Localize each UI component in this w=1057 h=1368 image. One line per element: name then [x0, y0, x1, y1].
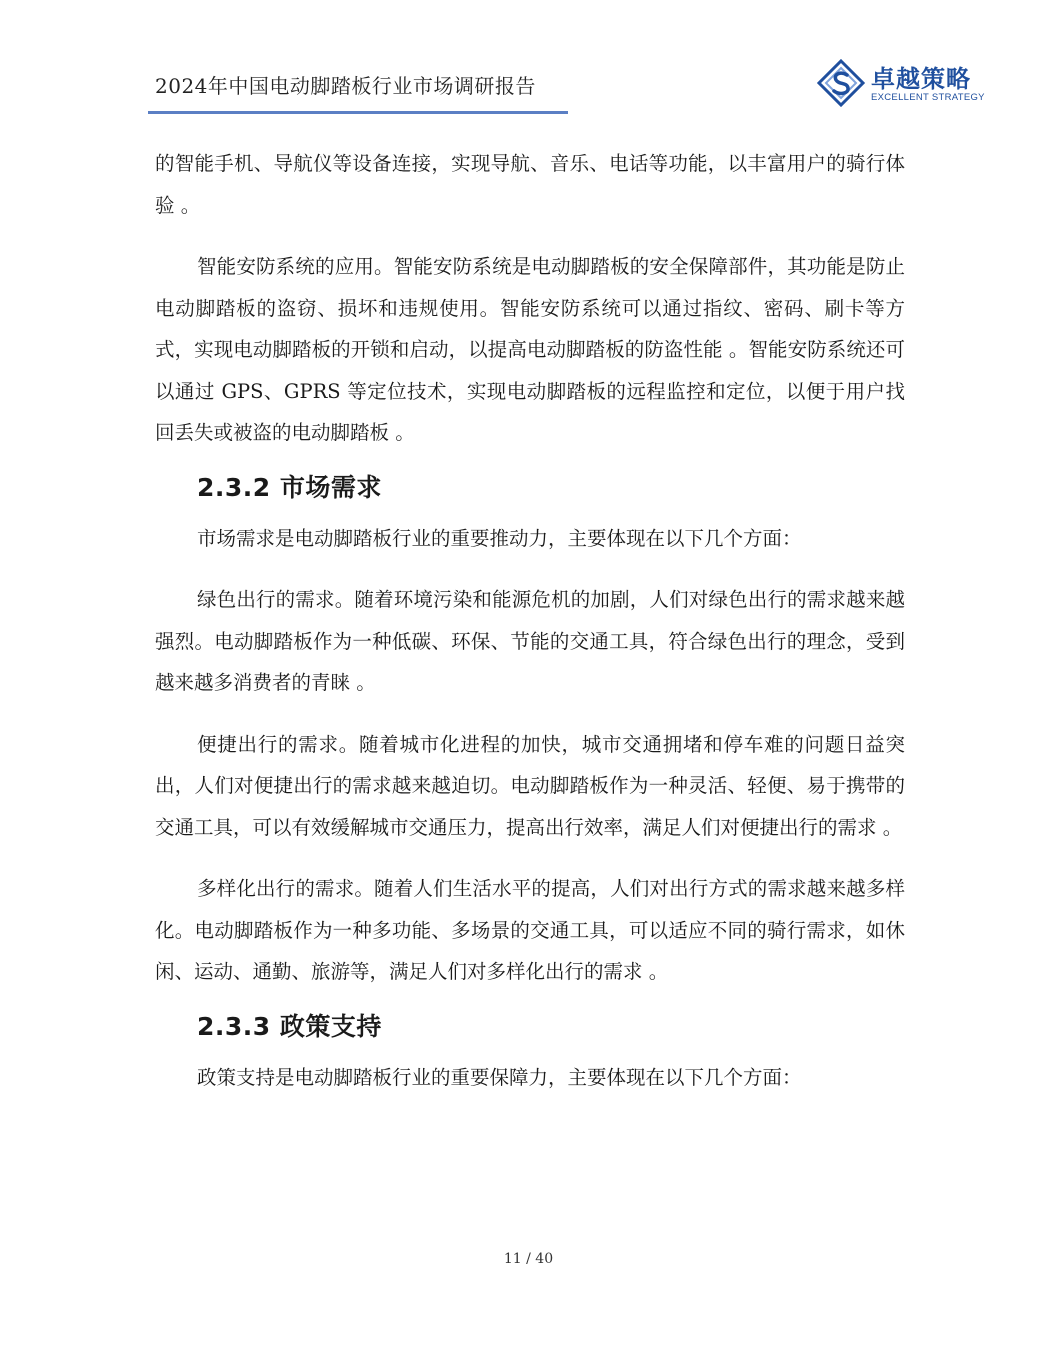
paragraph: 绿色出行的需求。随着环境污染和能源危机的加剧，人们对绿色出行的需求越来越强烈。电动脚踏板作为一种低碳、环保、节能的交通工具，符合绿色出行的理念，受到越来越多消费者的青睐 。 [155, 588, 905, 694]
paragraph: 的智能手机、导航仪等设备连接，实现导航、音乐、电话等功能，以丰富用户的骑行体验 。 [155, 152, 905, 217]
paragraph: 智能安防系统的应用。智能安防系统是电动脚踏板的安全保障部件，其功能是防止电动脚踏板的盗窃、损坏和违规使用。智能安防系统可以通过指纹、密码、刷卡等方式，实现电动脚踏板的开锁和启动，以提高电动脚踏板的防盗性能 。智能安防系统还可以通过 GPS、GPRS 等定位技术，实现电动脚踏板的远程监控和定位，以便于用户找回丢失或被盗的电动脚踏板 。 [155, 255, 905, 444]
paragraph: 多样化出行的需求。随着人们生活水平的提高，人们对出行方式的需求越来越多样化。电动脚踏板作为一种多功能、多场景的交通工具，可以适应不同的骑行需求，如休闲、运动、通勤、旅游等，满足人们对多样化出行的需求 。 [155, 877, 905, 983]
paragraph: 便捷出行的需求。随着城市化进程的加快，城市交通拥堵和停车难的问题日益突出，人们对便捷出行的需求越来越迫切。电动脚踏板作为一种灵活、轻便、易于携带的交通工具，可以有效缓解城市交通压力，提高出行效率，满足人们对便捷出行的需求 。 [155, 732, 905, 839]
section-heading: 2.3.2 市场需求 [197, 472, 382, 502]
header-divider [148, 111, 568, 114]
page-number: 11 / 40 [503, 1251, 554, 1267]
diamond-s-logo-icon [817, 59, 865, 107]
logo-english-text: EXCELLENT STRATEGY [871, 92, 985, 103]
page-body [155, 143, 905, 1118]
section-heading: 2.3.3 政策支持 [197, 1011, 382, 1041]
paragraph: 市场需求是电动脚踏板行业的重要推动力，主要体现在以下几个方面： [197, 526, 802, 550]
logo-chinese-text: 卓越策略 [871, 65, 971, 93]
company-logo [817, 57, 987, 109]
report-title: 2024年中国电动脚踏板行业市场调研报告 [155, 74, 536, 98]
paragraph: 政策支持是电动脚踏板行业的重要保障力，主要体现在以下几个方面： [197, 1065, 802, 1089]
